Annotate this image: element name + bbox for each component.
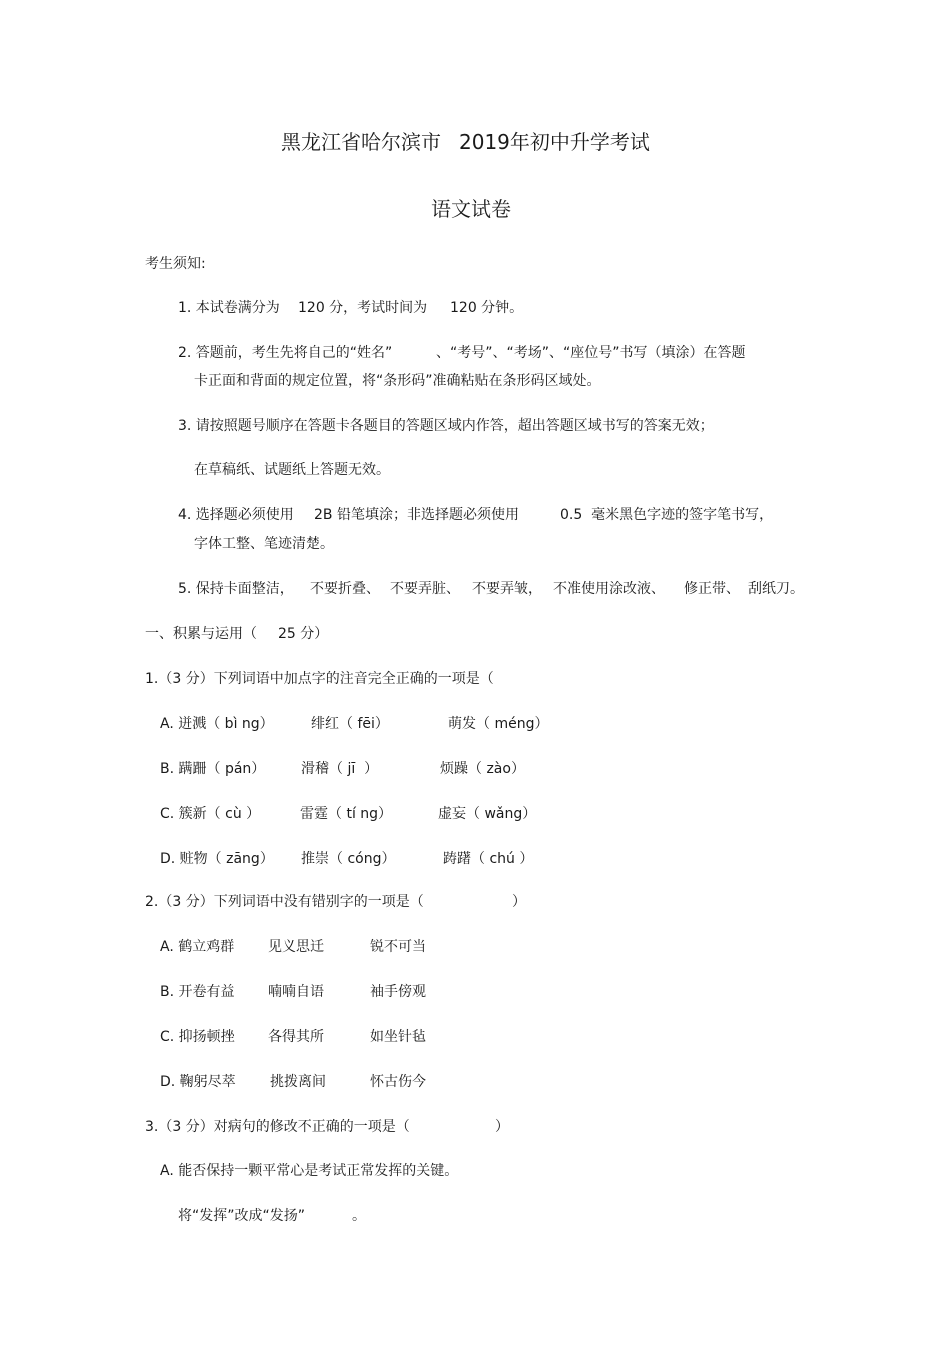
section-1-heading-b: 25 分） [278, 626, 329, 642]
q2-option-a-1: A. 鹤立鸡群 [160, 939, 235, 955]
q2-option-d-2: 挑拨离间 [270, 1074, 326, 1090]
notice-4a: 4. 选择题必须使用 [178, 507, 294, 523]
q3-option-a-sentence: A. 能否保持一颗平常心是考试正常发挥的关键。 [160, 1163, 459, 1179]
notice-5b: 不要折叠、 [310, 581, 380, 597]
notice-5e: 不准使用涂改液、 [553, 581, 665, 597]
notice-3b: 在草稿纸、试题纸上答题无效。 [194, 462, 390, 478]
question-1-stem: 1.（3 分）下列词语中加点字的注音完全正确的一项是（ [145, 671, 494, 687]
q1-option-d-2: 推崇（ cóng） [301, 851, 396, 867]
notice-4d: 字体工整、笔迹清楚。 [194, 536, 334, 552]
notice-1b: 120 分，考试时间为 [298, 300, 428, 316]
q3-option-a-fix-end: 。 [352, 1208, 366, 1224]
notice-2b: 、“考号”、“考场”、“座位号”书写（填涂）在答题 [436, 345, 746, 361]
title-line-2: 语文试卷 [431, 197, 511, 221]
q1-option-b-3: 烦躁（ zào） [440, 761, 525, 777]
notice-5a: 5. 保持卡面整洁， [178, 581, 294, 597]
q2-option-c-1: C. 抑扬顿挫 [160, 1029, 235, 1045]
question-2-stem: 2.（3 分）下列词语中没有错别字的一项是（ [145, 894, 424, 910]
q1-option-c-2: 雷霆（ tí ng） [300, 806, 393, 822]
q2-option-c-3: 如坐针毡 [370, 1029, 426, 1045]
q1-option-c-1: C. 簇新（ cù ） [160, 806, 261, 822]
q1-option-c-3: 虚妄（ wǎng） [438, 806, 537, 822]
notice-heading: 考生须知: [145, 256, 206, 272]
q3-option-a-fix: 将“发挥”改成“发扬” [178, 1208, 306, 1224]
notice-4b: 2B 铅笔填涂；非选择题必须使用 [314, 507, 519, 523]
title-line-1-left: 黑龙江省哈尔滨市 [281, 130, 441, 154]
notice-4c: 0.5 毫米黑色字迹的签字笔书写， [560, 507, 774, 523]
q1-option-a-3: 萌发（ méng） [448, 716, 549, 732]
notice-2c: 卡正面和背面的规定位置，将“条形码”准确粘贴在条形码区域处。 [194, 373, 601, 389]
notice-5f: 修正带、 [684, 581, 740, 597]
q2-option-a-2: 见义思迁 [268, 939, 324, 955]
q1-option-d-1: D. 赃物（ zāng） [160, 851, 274, 867]
title-line-1-right: 2019年初中升学考试 [459, 130, 650, 154]
q1-option-b-1: B. 蹒跚（ pán） [160, 761, 266, 777]
notice-5c: 不要弄脏、 [390, 581, 460, 597]
question-2-stem-close: ） [512, 894, 526, 910]
notice-5d: 不要弄皱， [472, 581, 542, 597]
notice-5g: 刮纸刀。 [748, 581, 804, 597]
q1-option-a-2: 绯红（ fēi） [311, 716, 389, 732]
q1-option-a-1: A. 迸溅（ bì ng） [160, 716, 274, 732]
q2-option-b-2: 喃喃自语 [268, 984, 324, 1000]
q2-option-b-1: B. 开卷有益 [160, 984, 235, 1000]
q2-option-a-3: 锐不可当 [370, 939, 426, 955]
question-3-stem-close: ） [495, 1119, 509, 1135]
q2-option-b-3: 袖手傍观 [370, 984, 426, 1000]
notice-1c: 120 分钟。 [450, 300, 524, 316]
question-3-stem: 3.（3 分）对病句的修改不正确的一项是（ [145, 1119, 410, 1135]
section-1-heading-a: 一、积累与运用（ [145, 626, 257, 642]
q1-option-d-3: 踌躇（ chú ） [443, 851, 534, 867]
notice-2a: 2. 答题前，考生先将自己的“姓名” [178, 345, 393, 361]
notice-3a: 3. 请按照题号顺序在答题卡各题目的答题区域内作答，超出答题区域书写的答案无效； [178, 418, 714, 434]
q2-option-d-3: 怀古伤今 [370, 1074, 426, 1090]
q2-option-d-1: D. 鞠躬尽萃 [160, 1074, 236, 1090]
notice-1a: 1. 本试卷满分为 [178, 300, 280, 316]
q2-option-c-2: 各得其所 [268, 1029, 324, 1045]
q1-option-b-2: 滑稽（ jī ） [301, 761, 379, 777]
